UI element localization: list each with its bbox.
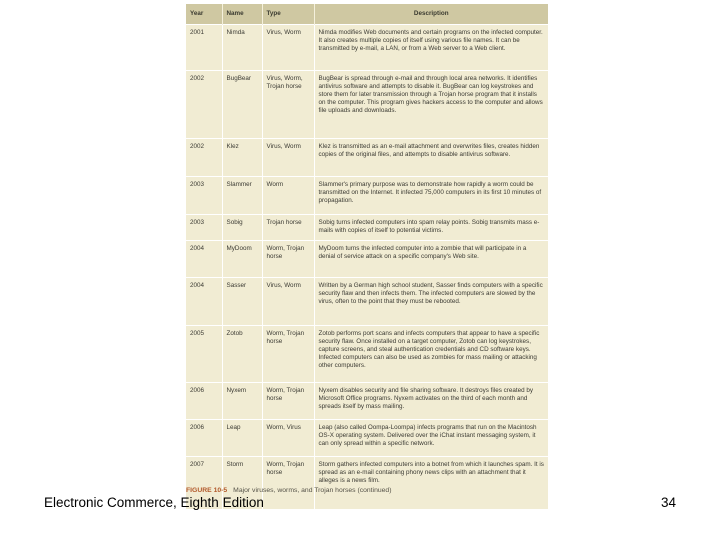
header-year: Year	[186, 4, 222, 25]
cell-name: BugBear	[222, 71, 262, 139]
cell-year: 2002	[186, 139, 222, 177]
cell-year: 2006	[186, 420, 222, 457]
cell-year: 2005	[186, 326, 222, 383]
table-row	[186, 25, 548, 71]
cell-name: Sobig	[222, 215, 262, 241]
table-row	[186, 383, 548, 420]
table-row	[186, 278, 548, 326]
cell-name: Slammer	[222, 177, 262, 215]
table-row	[186, 326, 548, 383]
cell-name: Leap	[222, 420, 262, 457]
cell-type: Worm, Trojan horse	[262, 457, 314, 509]
cell-type: Worm, Virus	[262, 420, 314, 457]
cell-type: Virus, Worm, Trojan horse	[262, 71, 314, 139]
virus-table	[186, 4, 548, 509]
figure-caption-text: Major viruses, worms, and Trojan horses (continued)	[233, 487, 392, 494]
header-type: Type	[262, 4, 314, 25]
cell-year: 2001	[186, 25, 222, 71]
cell-description: Nyxem disables security and file sharing software. It destroys files created by Microsoft Office programs. Nyxem activates on the third of each month and spreads itself by mass mailing.	[314, 383, 548, 420]
cell-type: Trojan horse	[262, 215, 314, 241]
cell-description: Slammer's primary purpose was to demonstrate how rapidly a worm could be transmitted on the Internet. It infected 75,000 computers in its first 10 minutes of propagation.	[314, 177, 548, 215]
cell-description: Storm gathers infected computers into a botnet from which it launches spam. It is spread as an e-mail containing phony news clips with an attachment that it alleges is a news film.	[314, 457, 548, 509]
cell-description: Leap (also called Oompa-Loompa) infects programs that run on the Macintosh OS-X operating system. Delivered over the iChat instant messaging system, it can only spread within a specific network.	[314, 420, 548, 457]
page-number: 34	[660, 495, 676, 510]
figure-label: FIGURE 10-5	[186, 487, 228, 494]
cell-name: Storm	[222, 457, 262, 509]
cell-type: Virus, Worm	[262, 25, 314, 71]
cell-name: Sasser	[222, 278, 262, 326]
cell-description: Sobig turns infected computers into spam relay points. Sobig transmits mass e-mails with copies of itself to potential victims.	[314, 215, 548, 241]
cell-name: MyDoom	[222, 241, 262, 278]
header-name: Name	[222, 4, 262, 25]
table-row	[186, 139, 548, 177]
cell-type: Virus, Worm	[262, 139, 314, 177]
cell-year: 2003	[186, 215, 222, 241]
cell-name: Nimda	[222, 25, 262, 71]
table-row	[186, 71, 548, 139]
header-description: Description	[314, 4, 548, 25]
cell-name: Nyxem	[222, 383, 262, 420]
table-body	[186, 25, 548, 509]
cell-type: Virus, Worm	[262, 278, 314, 326]
cell-type: Worm, Trojan horse	[262, 383, 314, 420]
cell-year: 2007	[186, 457, 222, 509]
table-row	[186, 420, 548, 457]
cell-description: MyDoom turns the infected computer into a zombie that will participate in a denial of service attack on a specific company's Web site.	[314, 241, 548, 278]
cell-description: Klez is transmitted as an e-mail attachment and overwrites files, creates hidden copies of the original files, and attempts to disable antivirus software.	[314, 139, 548, 177]
cell-type: Worm, Trojan horse	[262, 241, 314, 278]
cell-description: Zotob performs port scans and infects computers that appear to have a specific security flaw. Once installed on a target computer, Zotob can log keystrokes, capture screens, and steal authentication credentials and CD software keys. Infected computers can also be used as zombies for mass mailing or attacking other computers.	[314, 326, 548, 383]
cell-type: Worm	[262, 177, 314, 215]
virus-table-figure	[186, 4, 548, 509]
cell-year: 2003	[186, 177, 222, 215]
table-row	[186, 215, 548, 241]
table-row	[186, 241, 548, 278]
cell-name: Klez	[222, 139, 262, 177]
table-header-row	[186, 4, 548, 25]
cell-type: Worm, Trojan horse	[262, 326, 314, 383]
cell-year: 2006	[186, 383, 222, 420]
cell-description: BugBear is spread through e-mail and through local area networks. It identifies antivirus software and attempts to disable it. BugBear can log keystrokes and store them for later transmission through a Trojan horse program that it installs on the computer. This program gives hackers access to the computer and allows file uploads and downloads.	[314, 71, 548, 139]
cell-description: Written by a German high school student, Sasser finds computers with a specific security flaw and then infects them. The infected computers are slowed by the virus, often to the point that they must be rebooted.	[314, 278, 548, 326]
cell-year: 2004	[186, 241, 222, 278]
figure-caption	[186, 487, 391, 494]
cell-name: Zotob	[222, 326, 262, 383]
cell-year: 2002	[186, 71, 222, 139]
book-title: Electronic Commerce, Eighth Edition	[44, 495, 264, 510]
cell-year: 2004	[186, 278, 222, 326]
table-row	[186, 177, 548, 215]
cell-description: Nimda modifies Web documents and certain programs on the infected computer. It also creates multiple copies of itself using various file names. It can be transmitted by e-mail, a LAN, or from a Web server to a Web client.	[314, 25, 548, 71]
